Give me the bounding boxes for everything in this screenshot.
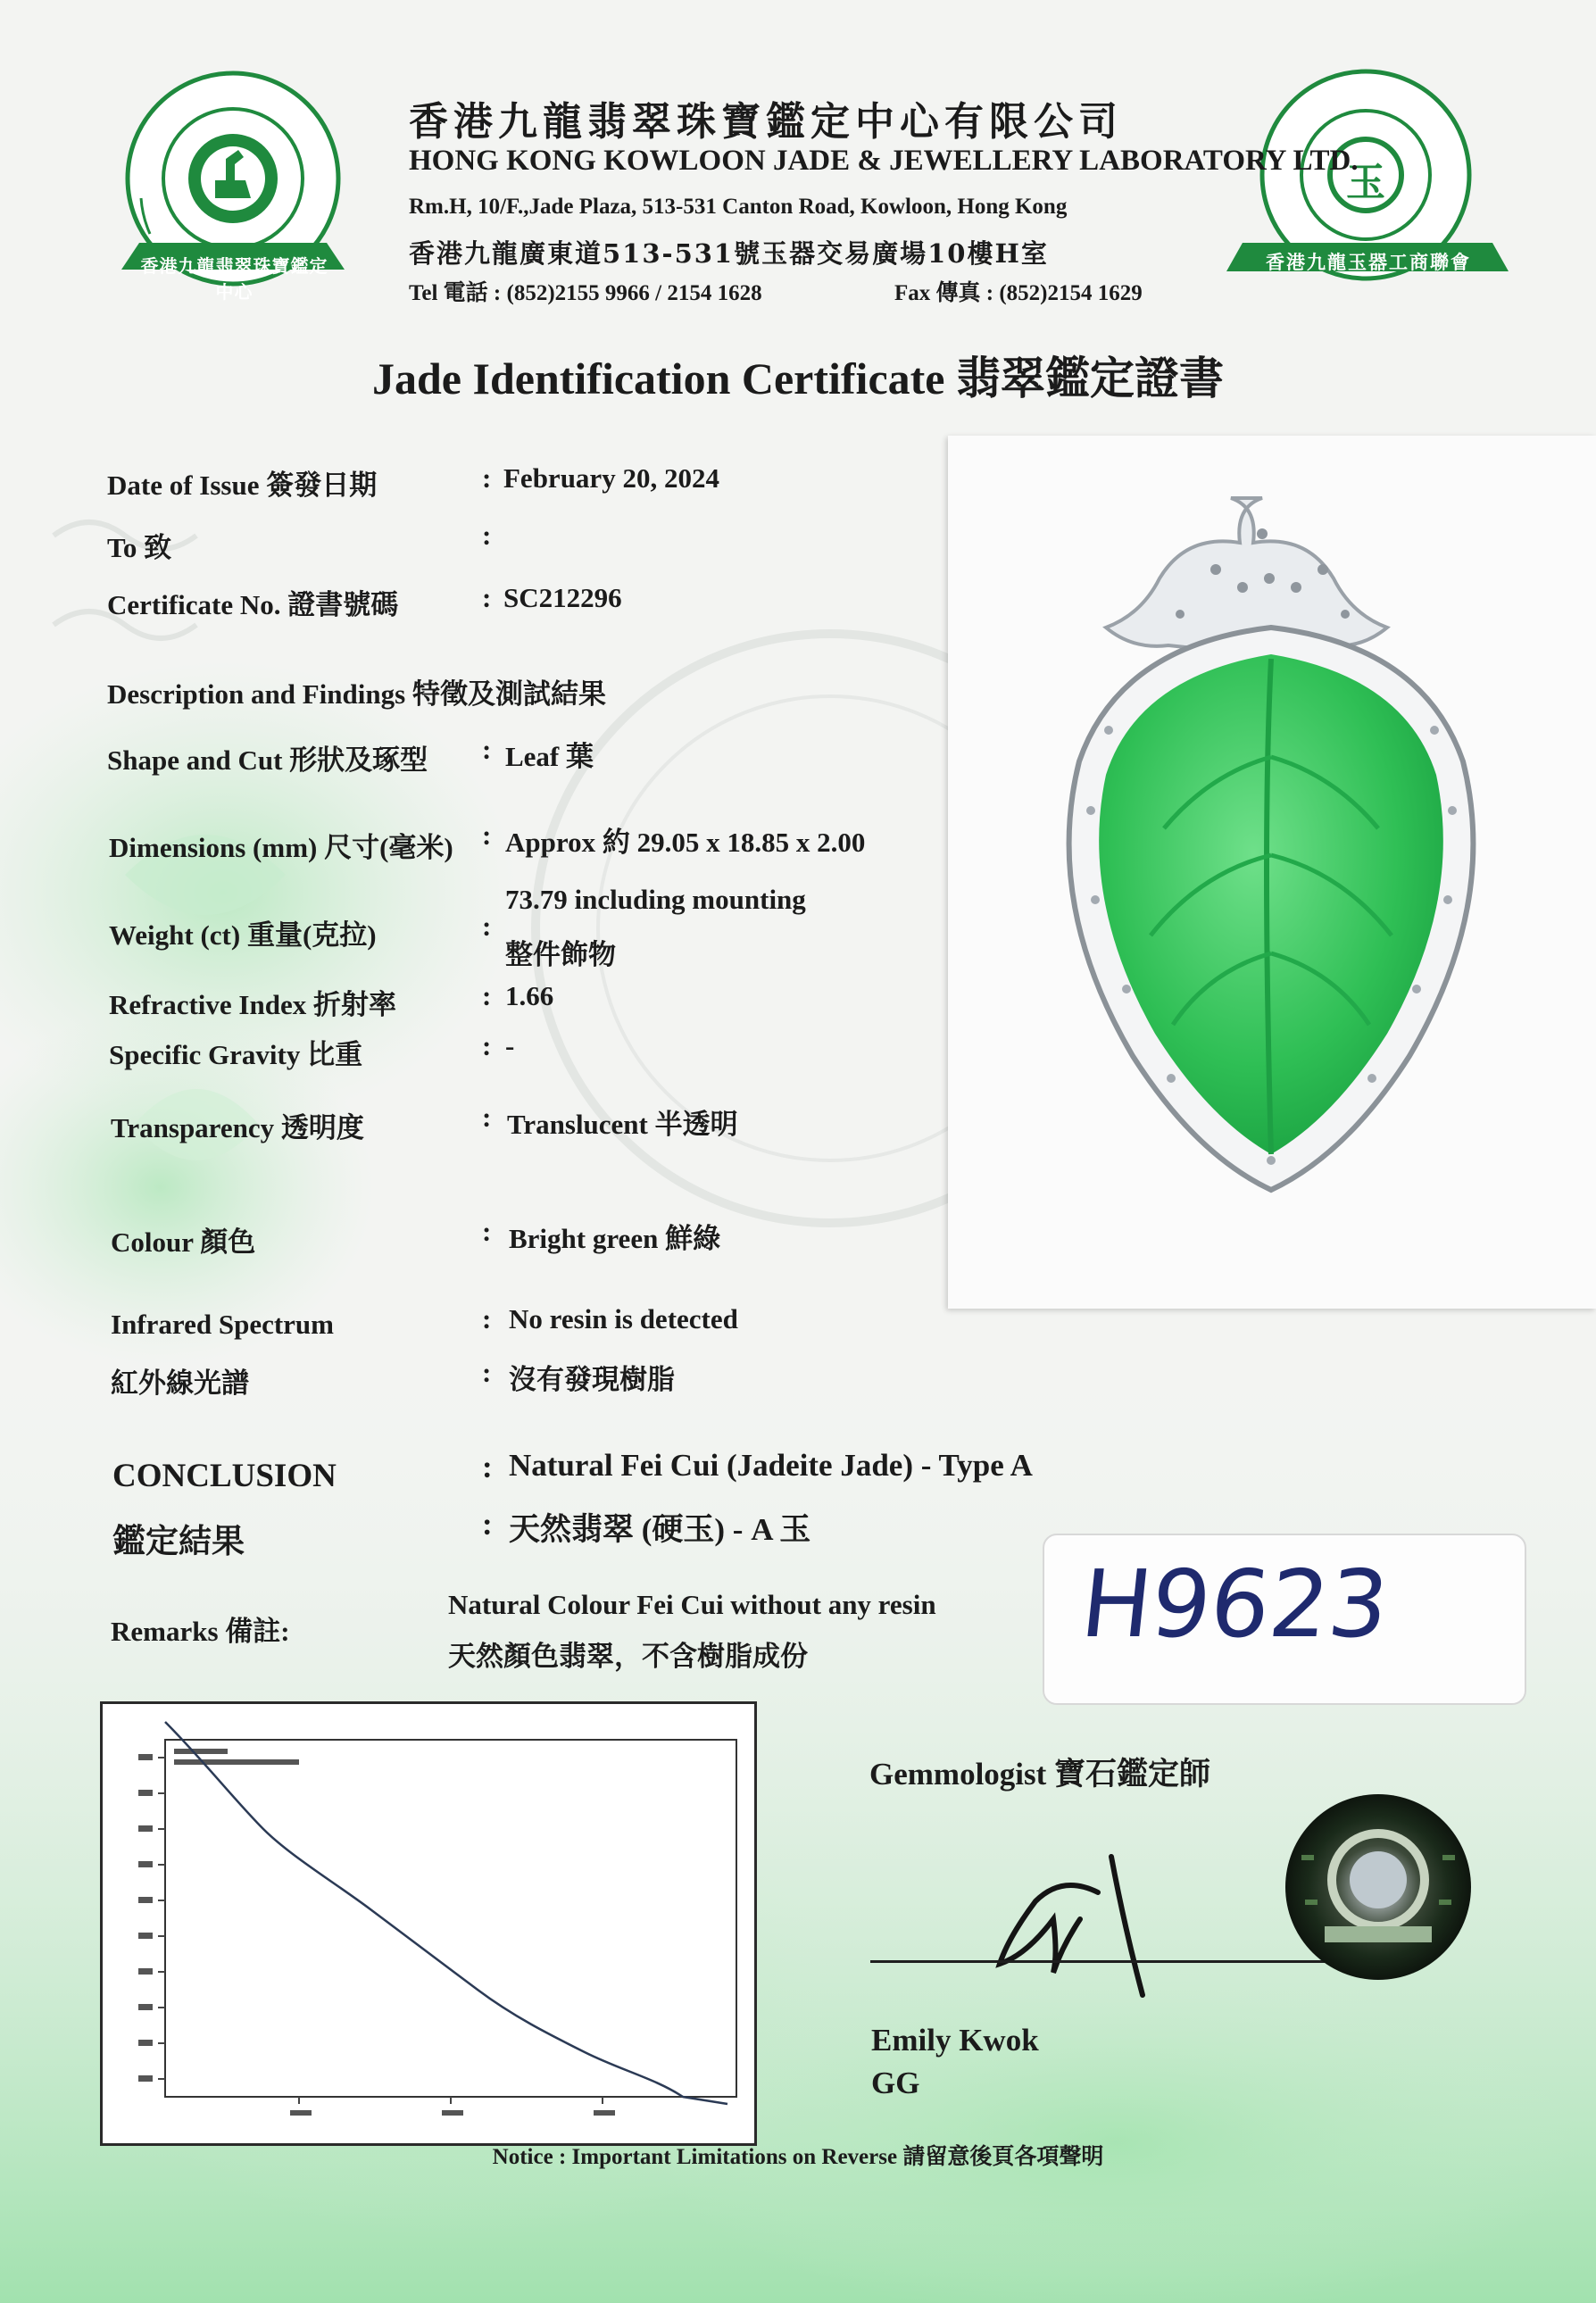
remarks-label: Remarks 備註:	[111, 1616, 290, 1647]
gemmologist-label: Gemmologist 寶石鑑定師	[869, 1757, 1211, 1792]
refractive-index-value: 1.66	[505, 980, 554, 1011]
colon: :	[482, 582, 492, 613]
colour-value: Bright green 鮮綠	[509, 1223, 721, 1254]
weight-value-line1: 73.79 including mounting	[505, 884, 806, 915]
conclusion-label-cn: 鑑定結果	[112, 1524, 245, 1560]
conclusion-label-en: CONCLUSION	[112, 1458, 337, 1494]
spectrum-curve	[103, 1704, 754, 2143]
conclusion-value-en: Natural Fei Cui (Jadeite Jade) - Type A	[509, 1448, 1033, 1483]
colon: :	[482, 980, 492, 1011]
lab-address-chinese: 香港九龍廣東道513-531號玉器交易廣場10樓H室	[409, 238, 1049, 269]
weight-value-line2: 整件飾物	[505, 939, 616, 970]
colon: :	[482, 1303, 492, 1334]
colon: :	[482, 1030, 492, 1061]
gemmologist-credential: GG	[871, 2066, 920, 2100]
remarks-value-cn: 天然顏色翡翠，不含樹脂成份	[448, 1641, 808, 1672]
to-label: To 致	[107, 532, 172, 563]
shape-cut-value: Leaf 葉	[505, 741, 594, 772]
left-seal-banner-text: 香港九龍翡翠珠寶鑑定中心	[140, 255, 328, 303]
refractive-index-label: Refractive Index 折射率	[109, 989, 396, 1020]
dimensions-value: Approx 約 29.05 x 18.85 x 2.00	[505, 827, 866, 858]
shape-cut-label: Shape and Cut 形狀及琢型	[107, 744, 428, 776]
hologram-security-sticker	[1284, 1792, 1473, 1982]
specific-gravity-label: Specific Gravity 比重	[109, 1039, 363, 1070]
colon: :	[482, 1216, 492, 1247]
infrared-spectrum-value-cn: 沒有發現樹脂	[509, 1364, 675, 1395]
remarks-value-en: Natural Colour Fei Cui without any resin	[448, 1589, 936, 1620]
handwritten-item-number: H9623	[1076, 1550, 1394, 1659]
gemmologist-signature	[982, 1839, 1178, 2017]
infrared-spectrum-label-cn: 紅外線光譜	[111, 1368, 249, 1399]
colon: :	[482, 734, 492, 765]
colon: :	[482, 520, 492, 551]
conclusion-value-cn: 天然翡翠 (硬玉) - A 玉	[509, 1512, 811, 1547]
lab-fax: Fax 傳真 : (852)2154 1629	[894, 281, 1143, 305]
certificate-number-label: Certificate No. 證書號碼	[107, 589, 399, 620]
infrared-spectrum-value-en: No resin is detected	[509, 1303, 738, 1334]
colon: :	[482, 1357, 492, 1388]
lab-name-english: HONG KONG KOWLOON JADE & JEWELLERY LABORATORY LTD.	[409, 145, 1359, 177]
dimensions-label: Dimensions (mm) 尺寸(毫米)	[109, 832, 453, 863]
reverse-notice: Notice : Important Limitations on Reverse 請留意後頁各項聲明	[492, 2145, 1104, 2169]
transparency-label: Transparency 透明度	[111, 1112, 364, 1143]
colon: :	[482, 462, 492, 494]
gemmologist-name: Emily Kwok	[871, 2023, 1039, 2058]
specific-gravity-value: -	[505, 1030, 515, 1061]
certificate-number-value: SC212296	[503, 582, 622, 613]
infrared-spectrum-graph	[100, 1701, 757, 2146]
colon: :	[482, 1507, 493, 1542]
right-seal-banner-text: 香港九龍玉器工商聯會	[1266, 252, 1471, 273]
right-seal-center-char: 玉	[1346, 160, 1385, 205]
signature-line	[870, 1960, 1330, 1963]
jade-photo-card	[948, 436, 1596, 1309]
certificate-title: Jade Identification Certificate 翡翠鑑定證書	[371, 353, 1224, 403]
date-of-issue-label: Date of Issue 簽發日期	[107, 470, 378, 501]
colon: :	[482, 819, 492, 851]
date-of-issue-value: February 20, 2024	[503, 462, 719, 494]
lab-telephone: Tel 電話 : (852)2155 9966 / 2154 1628	[409, 281, 762, 305]
weight-label: Weight (ct) 重量(克拉)	[109, 919, 377, 951]
colon: :	[482, 1450, 493, 1484]
jade-leaf-pendant-image	[948, 436, 1596, 1309]
colon: :	[482, 1102, 492, 1133]
lab-name-chinese: 香港九龍翡翠珠寶鑑定中心有限公司	[409, 99, 1123, 145]
infrared-spectrum-label-en: Infrared Spectrum	[111, 1309, 334, 1340]
colon: :	[482, 910, 492, 942]
lab-address-english: Rm.H, 10/F.,Jade Plaza, 513-531 Canton Road, Kowloon, Hong Kong	[409, 195, 1068, 219]
colour-label: Colour 顏色	[111, 1226, 256, 1258]
description-heading: Description and Findings 特徵及測試結果	[107, 678, 606, 710]
transparency-value: Translucent 半透明	[507, 1109, 738, 1140]
